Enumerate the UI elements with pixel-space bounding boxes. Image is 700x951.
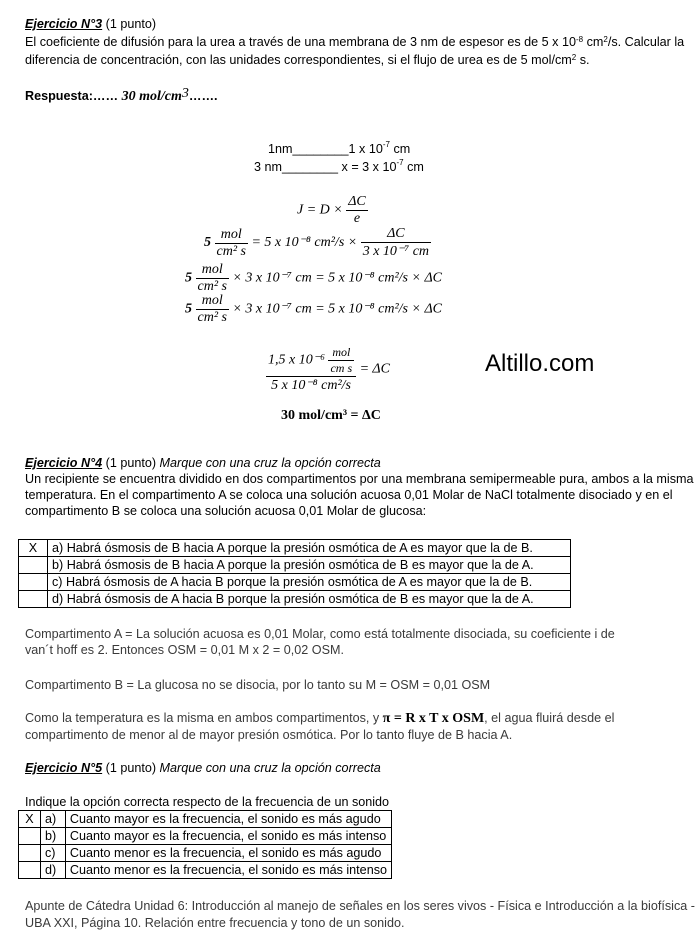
option-mark-cell[interactable]: X [19,811,41,828]
ex3-points: (1 punto) [102,17,157,31]
table-row [19,591,571,608]
option-mark-cell[interactable] [19,845,41,862]
option-text-cell: Cuanto menor es la frecuencia, el sonido es más agudo [65,845,391,862]
option-mark-cell[interactable] [19,862,41,879]
watermark: Altillo.com [485,350,595,377]
ex4-resolution-3: Compartimento B = La glucosa no se disocia, por lo tanto su M = OSM = 0,01 OSM [25,678,491,692]
ex4-heading: Ejercicio N°4 (1 punto) Marque con una cruz la opción correcta [25,456,381,470]
ex4-p3: compartimento B se coloca una solución acuosa 0,01 Molar de glucosa: [25,504,427,518]
ex4-p1: Un recipiente se encuentra dividido en dos compartimentos por una membrana semipermeable pura, ambos a la misma [25,472,694,486]
option-mark-cell[interactable]: X [19,540,48,557]
table-row [19,828,392,845]
option-mark-cell[interactable] [19,591,48,608]
table-row [19,540,571,557]
option-mark-cell[interactable] [19,557,48,574]
ex5-options-table [18,810,392,879]
ex3-title: Ejercicio N°3 [25,17,103,31]
ex4-resolution-5: compartimento de menor al de mayor presión osmótica. Por lo tanto fluye de B hacia A. [25,728,513,742]
option-text-cell: Cuanto menor es la frecuencia, el sonido es más intenso [65,862,391,879]
ex4-resolution-2: van´t hoff es 2. Entonces OSM = 0,01 M x 2 = 0,02 OSM. [25,643,344,657]
ex5-heading: Ejercicio N°5 (1 punto) Marque con una cruz la opción correcta [25,761,381,775]
option-mark-cell[interactable] [19,828,41,845]
ex3-answer: Respuesta:…… 30 mol/$cm^3\dots\dots$. [25,86,218,104]
option-letter-cell: d) [40,862,65,879]
option-letter-cell: b) [40,828,65,845]
osmotic-formula: π = R x T x OSM [382,711,485,726]
table-row [19,862,392,879]
ex4-options-table [18,539,571,608]
option-text-cell: c) Habrá ósmosis de A hacia B porque la presión osmótica de A es mayor que la de B. [48,574,571,591]
equation-result: 30 mol/cm³ = ΔC [281,408,381,423]
ex5-reference-2: UBA XXI, Página 10. Relación entre frecuencia y tono de un sonido. [25,916,405,930]
table-row [19,811,392,828]
option-text-cell: Cuanto mayor es la frecuencia, el sonido es más agudo [65,811,391,828]
conversion-line1: 1nm________1 x $10^{-7}$ cm [268,140,411,156]
option-text-cell: b) Habrá ósmosis de B hacia A porque la presión osmótica de B es mayor que la de A. [48,557,571,574]
ex5-prompt: Indique la opción correcta respecto de la frecuencia de un sonido [25,795,390,809]
ex4-resolution-4: Como la temperatura es la misma en ambos compartimentos, y π = R x T x OSM, el agua fluirá desde el [25,711,615,726]
ex4-p2: temperatura. En el compartimento A se coloca una solución acuosa 0,01 Molar de NaCl totalmente disociado y en el [25,488,673,502]
option-letter-cell: c) [40,845,65,862]
ex4-resolution-1: Compartimento A = La solución acuosa es 0,01 Molar, como está totalmente disociada, su coeficiente i de [25,627,615,641]
option-text-cell: d) Habrá ósmosis de A hacia B porque la presión osmótica de B es mayor que la de A. [48,591,571,608]
option-mark-cell[interactable] [19,574,48,591]
option-text-cell: a) Habrá ósmosis de B hacia A porque la presión osmótica de A es mayor que la de B. [48,540,571,557]
equation-4: 5 $\frac{\text{mol}}{\text{cm² s}}$ × 3 x 10⁻⁷ cm = 5 x 10⁻⁸ cm²/s × ΔC [185,293,443,325]
equation-3: 5 $\frac{\text{mol}}{\text{cm² s}}$ × 3 x 10⁻⁷ cm = 5 x 10⁻⁸ cm²/s × ΔC [185,262,443,294]
equation-1: J = D × $\frac{\Delta C}{e}$ [297,194,366,226]
table-row [19,574,571,591]
ex3-statement-line1: El coeficiente de difusión para la urea a través de una membrana de 3 nm de espesor es de 5 x $10^{-8}$ $cm^2/s$. Calcular la [25,35,685,49]
equation-2: 5 $\frac{\text{mol}}{\text{cm² s}}$ = 5 x 10⁻⁸ cm²/s × $\frac{\Delta C}{\text{3 x 10⁻⁷ cm}}$ [204,226,430,259]
ex5-instruction: Marque con una cruz la opción correcta [159,761,381,775]
table-row [19,557,571,574]
option-letter-cell: a) [40,811,65,828]
ex5-reference-1: Apunte de Cátedra Unidad 6: Introducción al manejo de señales en los seres vivos - Física e Introducción a la biofísica - [25,899,695,913]
ex5-title: Ejercicio N°5 [25,761,103,775]
ex3-heading [25,16,156,32]
ex4-title: Ejercicio N°4 [25,456,103,470]
option-text-cell: Cuanto mayor es la frecuencia, el sonido es más intenso [65,828,391,845]
ex3-statement-line2: diferencia de concentración, con las unidades correspondientes, si el flujo de urea es de 5 mol/$cm^2$ s. [25,53,590,67]
conversion-line2: 3 nm________ x = 3 x $10^{-7}$ cm [254,158,424,174]
ex4-instruction: Marque con una cruz la opción correcta [159,456,381,470]
table-row [19,845,392,862]
equation-5: 1,5 x 10⁻⁶ $\frac{\text{mol}}{\text{cm s}}$ 5 x 10⁻⁸ cm²/s = ΔC [268,345,390,393]
